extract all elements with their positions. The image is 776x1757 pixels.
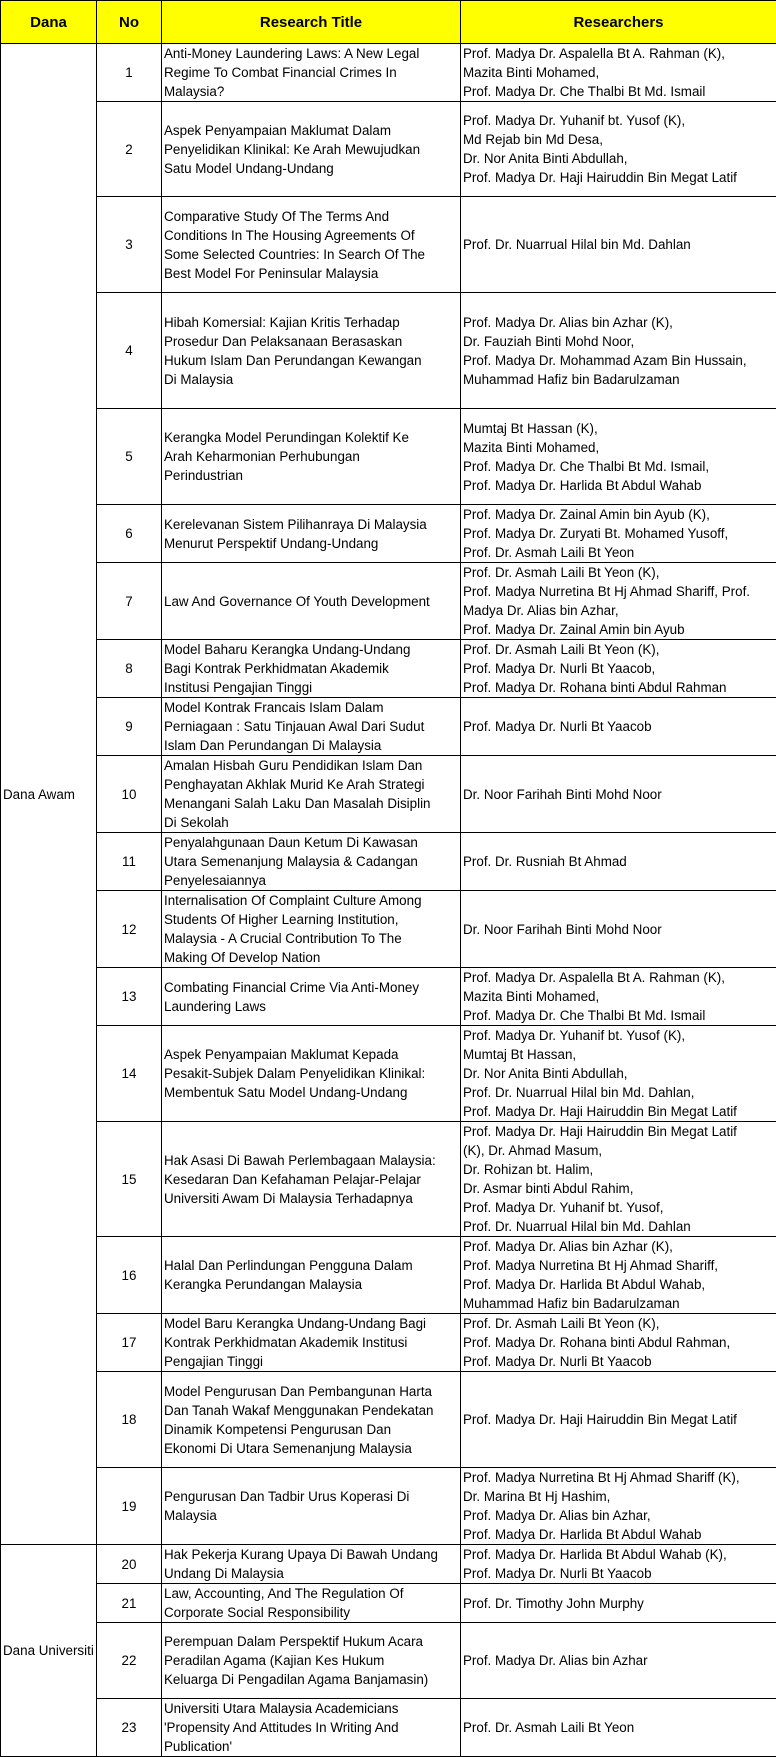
research-title: Hak Pekerja Kurang Upaya Di Bawah Undang Undang Di Malaysia <box>162 1545 461 1584</box>
header-research-title: Research Title <box>162 1 461 44</box>
research-title: Internalisation Of Complaint Culture Among Students Of Higher Learning Institution, Malaysia - A Crucial Contribution To The Making Of Develop Nation <box>162 891 461 968</box>
row-number: 6 <box>97 505 162 563</box>
row-number: 5 <box>97 409 162 505</box>
row-number: 11 <box>97 833 162 891</box>
group-label-dana-awam: Dana Awam <box>1 44 97 1545</box>
research-title: Pengurusan Dan Tadbir Urus Koperasi Di Malaysia <box>162 1468 461 1545</box>
researchers: Prof. Dr. Rusniah Bt Ahmad <box>461 833 776 891</box>
researchers: Prof. Dr. Asmah Laili Bt Yeon <box>461 1699 776 1757</box>
table-row <box>1 1584 776 1623</box>
row-number: 17 <box>97 1314 162 1372</box>
row-number: 18 <box>97 1372 162 1468</box>
researchers: Prof. Madya Dr. Yuhanif bt. Yusof (K), Md Rejab bin Md Desa, Dr. Nor Anita Binti Abdullah, Prof. Madya Dr. Haji Hairuddin Bin Megat Latif <box>461 102 776 197</box>
research-title: Law And Governance Of Youth Development <box>162 563 461 640</box>
researchers: Prof. Dr. Timothy John Murphy <box>461 1584 776 1623</box>
header-researchers: Researchers <box>461 1 776 44</box>
researchers: Prof. Dr. Asmah Laili Bt Yeon (K), Prof. Madya Nurretina Bt Hj Ahmad Shariff, Prof. Madya Dr. Alias bin Azhar, Prof. Madya Dr. Zainal Amin bin Ayub <box>461 563 776 640</box>
row-number: 9 <box>97 698 162 756</box>
table-row <box>1 891 776 968</box>
researchers: Prof. Madya Dr. Alias bin Azhar <box>461 1623 776 1699</box>
row-number: 1 <box>97 44 162 102</box>
research-title: Law, Accounting, And The Regulation Of Corporate Social Responsibility <box>162 1584 461 1623</box>
row-number: 21 <box>97 1584 162 1623</box>
table-row <box>1 102 776 197</box>
research-title: Perempuan Dalam Perspektif Hukum Acara Peradilan Agama (Kajian Kes Hukum Keluarga Di Pengadilan Agama Banjamasin) <box>162 1623 461 1699</box>
researchers: Dr. Noor Farihah Binti Mohd Noor <box>461 756 776 833</box>
table-row <box>1 1468 776 1545</box>
row-number: 22 <box>97 1623 162 1699</box>
table-row <box>1 44 776 102</box>
row-number: 3 <box>97 197 162 293</box>
researchers: Prof. Madya Dr. Alias bin Azhar (K), Dr. Fauziah Binti Mohd Noor, Prof. Madya Dr. Mohammad Azam Bin Hussain, Muhammad Hafiz bin Badarulzaman <box>461 293 776 409</box>
table-row <box>1 1623 776 1699</box>
research-title: Model Pengurusan Dan Pembangunan Harta Dan Tanah Wakaf Menggunakan Pendekatan Dinamik Kompetensi Pengurusan Dan Ekonomi Di Utara Semenanjung Malaysia <box>162 1372 461 1468</box>
row-number: 16 <box>97 1237 162 1314</box>
research-title: Universiti Utara Malaysia Academicians 'Propensity And Attitudes In Writing And Publication' <box>162 1699 461 1757</box>
research-title: Aspek Penyampaian Maklumat Kepada Pesakit-Subjek Dalam Penyelidikan Klinikal: Membentuk Satu Model Undang-Undang <box>162 1026 461 1122</box>
research-title: Combating Financial Crime Via Anti-Money Laundering Laws <box>162 968 461 1026</box>
researchers: Prof. Madya Dr. Zainal Amin bin Ayub (K), Prof. Madya Dr. Zuryati Bt. Mohamed Yusoff, Prof. Dr. Asmah Laili Bt Yeon <box>461 505 776 563</box>
table-row <box>1 563 776 640</box>
row-number: 2 <box>97 102 162 197</box>
researchers: Mumtaj Bt Hassan (K), Mazita Binti Mohamed, Prof. Madya Dr. Che Thalbi Bt Md. Ismail, Prof. Madya Dr. Harlida Bt Abdul Wahab <box>461 409 776 505</box>
researchers: Prof. Dr. Asmah Laili Bt Yeon (K), Prof. Madya Dr. Nurli Bt Yaacob, Prof. Madya Dr. Rohana binti Abdul Rahman <box>461 640 776 698</box>
research-title: Hak Asasi Di Bawah Perlembagaan Malaysia: Kesedaran Dan Kefahaman Pelajar-Pelajar Universiti Awam Di Malaysia Terhadapnya <box>162 1122 461 1237</box>
table-row <box>1 1372 776 1468</box>
table-row <box>1 1026 776 1122</box>
researchers: Prof. Madya Nurretina Bt Hj Ahmad Shariff (K), Dr. Marina Bt Hj Hashim, Prof. Madya Dr. Alias bin Azhar, Prof. Madya Dr. Harlida Bt Abdul Wahab <box>461 1468 776 1545</box>
researchers: Prof. Dr. Nuarrual Hilal bin Md. Dahlan <box>461 197 776 293</box>
researchers: Dr. Noor Farihah Binti Mohd Noor <box>461 891 776 968</box>
row-number: 7 <box>97 563 162 640</box>
row-number: 10 <box>97 756 162 833</box>
research-title: Anti-Money Laundering Laws: A New Legal Regime To Combat Financial Crimes In Malaysia? <box>162 44 461 102</box>
table-row <box>1 505 776 563</box>
row-number: 20 <box>97 1545 162 1584</box>
table-row <box>1 833 776 891</box>
table-row <box>1 1545 776 1584</box>
research-title: Aspek Penyampaian Maklumat Dalam Penyelidikan Klinikal: Ke Arah Mewujudkan Satu Model Undang-Undang <box>162 102 461 197</box>
researchers: Prof. Madya Dr. Haji Hairuddin Bin Megat Latif <box>461 1372 776 1468</box>
research-title: Model Baharu Kerangka Undang-Undang Bagi Kontrak Perkhidmatan Akademik Institusi Pengajian Tinggi <box>162 640 461 698</box>
table-row <box>1 968 776 1026</box>
table-row <box>1 640 776 698</box>
row-number: 13 <box>97 968 162 1026</box>
research-title: Kerangka Model Perundingan Kolektif Ke Arah Keharmonian Perhubungan Perindustrian <box>162 409 461 505</box>
row-number: 19 <box>97 1468 162 1545</box>
table-row <box>1 1237 776 1314</box>
researchers: Prof. Madya Dr. Alias bin Azhar (K), Prof. Madya Nurretina Bt Hj Ahmad Shariff, Prof. Madya Dr. Harlida Bt Abdul Wahab, Muhammad Hafiz bin Badarulzaman <box>461 1237 776 1314</box>
row-number: 14 <box>97 1026 162 1122</box>
table-row <box>1 756 776 833</box>
table-row <box>1 1122 776 1237</box>
research-title: Hibah Komersial: Kajian Kritis Terhadap Prosedur Dan Pelaksanaan Berasaskan Hukum Islam Dan Perundangan Kewangan Di Malaysia <box>162 293 461 409</box>
table-row <box>1 1314 776 1372</box>
research-title: Penyalahgunaan Daun Ketum Di Kawasan Utara Semenanjung Malaysia & Cadangan Penyelesaiannya <box>162 833 461 891</box>
row-number: 8 <box>97 640 162 698</box>
researchers: Prof. Dr. Asmah Laili Bt Yeon (K), Prof. Madya Dr. Rohana binti Abdul Rahman, Prof. Madya Dr. Nurli Bt Yaacob <box>461 1314 776 1372</box>
table-row <box>1 197 776 293</box>
researchers: Prof. Madya Dr. Nurli Bt Yaacob <box>461 698 776 756</box>
research-title: Comparative Study Of The Terms And Conditions In The Housing Agreements Of Some Selected Countries: In Search Of The Best Model For Peninsular Malaysia <box>162 197 461 293</box>
research-title: Halal Dan Perlindungan Pengguna Dalam Kerangka Perundangan Malaysia <box>162 1237 461 1314</box>
researchers: Prof. Madya Dr. Aspalella Bt A. Rahman (K), Mazita Binti Mohamed, Prof. Madya Dr. Che Thalbi Bt Md. Ismail <box>461 968 776 1026</box>
research-title: Kerelevanan Sistem Pilihanraya Di Malaysia Menurut Perspektif Undang-Undang <box>162 505 461 563</box>
researchers: Prof. Madya Dr. Haji Hairuddin Bin Megat Latif (K), Dr. Ahmad Masum, Dr. Rohizan bt. Halim, Dr. Asmar binti Abdul Rahim, Prof. Madya Dr. Yuhanif bt. Yusof, Prof. Dr. Nuarrual Hilal bin Md. Dahlan <box>461 1122 776 1237</box>
research-title: Amalan Hisbah Guru Pendidikan Islam Dan Penghayatan Akhlak Murid Ke Arah Strategi Menangani Salah Laku Dan Masalah Disiplin Di Sekolah <box>162 756 461 833</box>
researchers: Prof. Madya Dr. Yuhanif bt. Yusof (K), Mumtaj Bt Hassan, Dr. Nor Anita Binti Abdullah, Prof. Dr. Nuarrual Hilal bin Md. Dahlan, Prof. Madya Dr. Haji Hairuddin Bin Megat Latif <box>461 1026 776 1122</box>
table-row <box>1 1699 776 1757</box>
header-no: No <box>97 1 162 44</box>
researchers: Prof. Madya Dr. Harlida Bt Abdul Wahab (K), Prof. Madya Dr. Nurli Bt Yaacob <box>461 1545 776 1584</box>
row-number: 23 <box>97 1699 162 1757</box>
header-dana: Dana <box>1 1 97 44</box>
research-title: Model Kontrak Francais Islam Dalam Perniagaan : Satu Tinjauan Awal Dari Sudut Islam Dan Perundangan Di Malaysia <box>162 698 461 756</box>
table-row <box>1 409 776 505</box>
table-row <box>1 698 776 756</box>
row-number: 15 <box>97 1122 162 1237</box>
header-row <box>1 1 776 44</box>
researchers: Prof. Madya Dr. Aspalella Bt A. Rahman (K), Mazita Binti Mohamed, Prof. Madya Dr. Che Thalbi Bt Md. Ismail <box>461 44 776 102</box>
table-row <box>1 293 776 409</box>
row-number: 12 <box>97 891 162 968</box>
row-number: 4 <box>97 293 162 409</box>
research-title: Model Baru Kerangka Undang-Undang Bagi Kontrak Perkhidmatan Akademik Institusi Pengajian Tinggi <box>162 1314 461 1372</box>
group-label-dana-universiti: Dana Universiti <box>1 1545 97 1757</box>
